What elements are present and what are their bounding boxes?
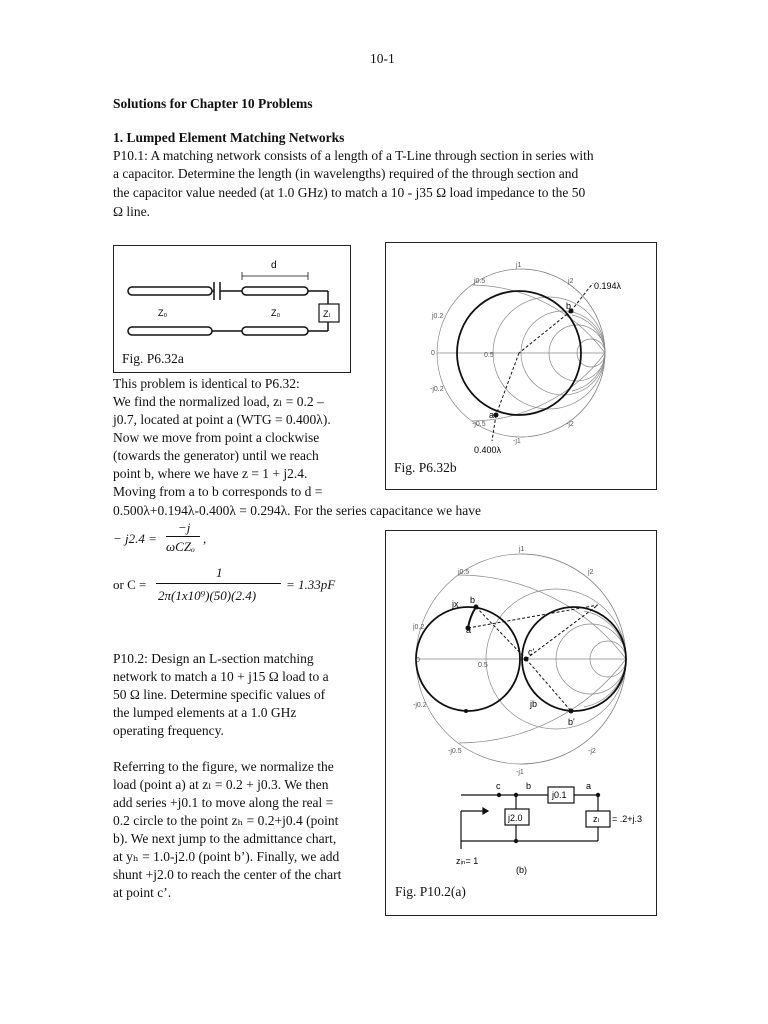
smith-chart-p632 — [386, 243, 656, 489]
p102-solution-7: shunt +j2.0 to reach the center of the chart — [113, 867, 342, 882]
l-section-circuit — [461, 787, 610, 849]
point-c-prime-label: c' — [528, 647, 535, 657]
svg-text:-j1: -j1 — [516, 769, 524, 776]
double-smith-chart — [386, 531, 656, 915]
p101-solution-5: (towards the generator) until we reach — [113, 448, 319, 463]
p102-solution-8: at point c’. — [113, 885, 172, 900]
svg-text:j2: j2 — [568, 278, 574, 285]
load-value-label: = .2+j.3 — [612, 814, 643, 824]
wavelength-b-label: 0.194λ — [594, 281, 622, 291]
z0-left-label: Z₀ — [158, 308, 168, 318]
svg-text:j2: j2 — [588, 569, 594, 576]
p101-solution-7: Moving from a to b corresponds to d = — [113, 484, 323, 499]
p101-line-1: P10.1: A matching network consists of a length of a T-Line through section in series with — [113, 148, 594, 163]
z0-right-label: Z₀ — [271, 308, 281, 318]
figure-p632b — [385, 242, 657, 490]
svg-text:-j2: -j2 — [588, 748, 596, 755]
jx-label: jx — [452, 599, 459, 609]
eq2-result: = 1.33pF — [286, 577, 336, 592]
subsection-title: 1. Lumped Element Matching Networks — [113, 130, 345, 145]
zl-label: Zₗ — [323, 309, 330, 319]
subfigure-b-label: (b) — [516, 865, 527, 875]
shunt-element-label: j2.0 — [508, 813, 523, 823]
p101-line-4: Ω line. — [113, 204, 151, 219]
p101-solution-4: Now we move from point a clockwise — [113, 430, 320, 445]
p102-line-5: operating frequency. — [113, 723, 224, 738]
svg-text:j1: j1 — [519, 546, 525, 553]
eq2-denominator: 2π(1x10⁹)(50)(2.4) — [158, 588, 257, 603]
p101-solution-3: j0.7, located at point a (WTG = 0.400λ). — [113, 412, 331, 427]
figure-p102a — [385, 530, 657, 916]
svg-text:j0.5: j0.5 — [458, 569, 470, 576]
point-b-label: b — [470, 595, 476, 605]
eq2-numerator: 1 — [216, 565, 223, 580]
zin-label: zᵢₙ= 1 — [456, 856, 479, 866]
page-number: 10-1 — [370, 51, 395, 66]
p101-solution-1: This problem is identical to P6.32: — [113, 376, 300, 391]
svg-text:-j0.5: -j0.5 — [448, 748, 462, 755]
p102-solution-1: Referring to the figure, we normalize the — [113, 759, 334, 774]
point-b-label: b — [566, 301, 572, 311]
eq1-denominator: ωCZₒ — [166, 539, 195, 554]
figure-p632a-caption: Fig. P6.32a — [122, 351, 184, 366]
point-a-label: a — [489, 410, 495, 420]
p101-line-3: the capacitor value needed (at 1.0 GHz) to match a 10 - j35 Ω load impedance to the 50 — [113, 185, 586, 200]
p101-line-2: a capacitor. Determine the length (in wavelengths) required of the through section and — [113, 166, 579, 181]
p102-line-3: 50 Ω line. Determine specific values of — [113, 687, 326, 702]
point-a-label: a — [466, 625, 472, 635]
svg-text:0.5: 0.5 — [478, 662, 488, 669]
jb-label: jb — [530, 699, 538, 709]
figure-p102a-caption: Fig. P10.2(a) — [395, 884, 466, 899]
eq1-tail: , — [203, 531, 207, 546]
p101-solution-8: 0.500λ+0.194λ-0.400λ = 0.294λ. For the series capacitance we have — [113, 503, 481, 518]
section-title: Solutions for Chapter 10 Problems — [113, 96, 313, 111]
load-box-label: zₗ — [593, 814, 599, 824]
wavelength-a-label: 0.400λ — [474, 445, 502, 455]
p102-solution-4: 0.2 circle to the point zₕ = 0.2+j0.4 (point — [113, 813, 339, 828]
point-b-prime-label: b' — [568, 717, 575, 727]
svg-text:j0.2: j0.2 — [413, 624, 425, 631]
svg-text:j0.5: j0.5 — [474, 278, 486, 285]
eq1-fraction-bar — [166, 536, 200, 537]
p102-solution-6: at yₕ = 1.0-j2.0 (point b’). Finally, we add — [113, 849, 340, 864]
svg-text:0: 0 — [431, 350, 435, 357]
svg-text:-j0.2: -j0.2 — [430, 386, 444, 393]
p102-solution-2: load (point a) at zₗ = 0.2 + j0.3. We then — [113, 777, 329, 792]
eq1-lhs: − j2.4 = — [113, 531, 157, 546]
eq2-fraction-bar — [156, 583, 281, 584]
svg-text:0.5: 0.5 — [484, 352, 494, 359]
svg-text:j1: j1 — [516, 262, 522, 269]
p102-line-4: the lumped elements at a 1.0 GHz — [113, 705, 297, 720]
svg-text:0: 0 — [416, 657, 420, 664]
svg-text:-j2: -j2 — [566, 421, 574, 428]
circuit-node-a: a — [586, 781, 592, 791]
figure-p632b-caption: Fig. P6.32b — [394, 460, 457, 475]
eq1-numerator: −j — [178, 520, 191, 535]
p101-solution-2: We find the normalized load, zₗ = 0.2 – — [113, 394, 324, 409]
d-label: d — [271, 260, 277, 271]
p102-solution-3: add series +j0.1 to move along the real = — [113, 795, 334, 810]
eq2-prefix: or C = — [113, 577, 147, 592]
svg-text:-j1: -j1 — [513, 438, 521, 445]
p102-line-1: P10.2: Design an L-section matching — [113, 651, 314, 666]
circuit-node-c: c — [496, 781, 501, 791]
circuit-node-b: b — [526, 781, 532, 791]
svg-text:-j0.2: -j0.2 — [413, 702, 427, 709]
p101-solution-6: point b, where we have z = 1 + j2.4. — [113, 466, 308, 481]
svg-text:j0.2: j0.2 — [432, 313, 444, 320]
p102-solution-5: b). We next jump to the admittance chart, — [113, 831, 337, 846]
p102-line-2: network to match a 10 + j15 Ω load to a — [113, 669, 329, 684]
svg-text:-j0.5: -j0.5 — [472, 421, 486, 428]
series-element-label: j0.1 — [552, 790, 567, 800]
figure-p632a — [113, 245, 351, 373]
